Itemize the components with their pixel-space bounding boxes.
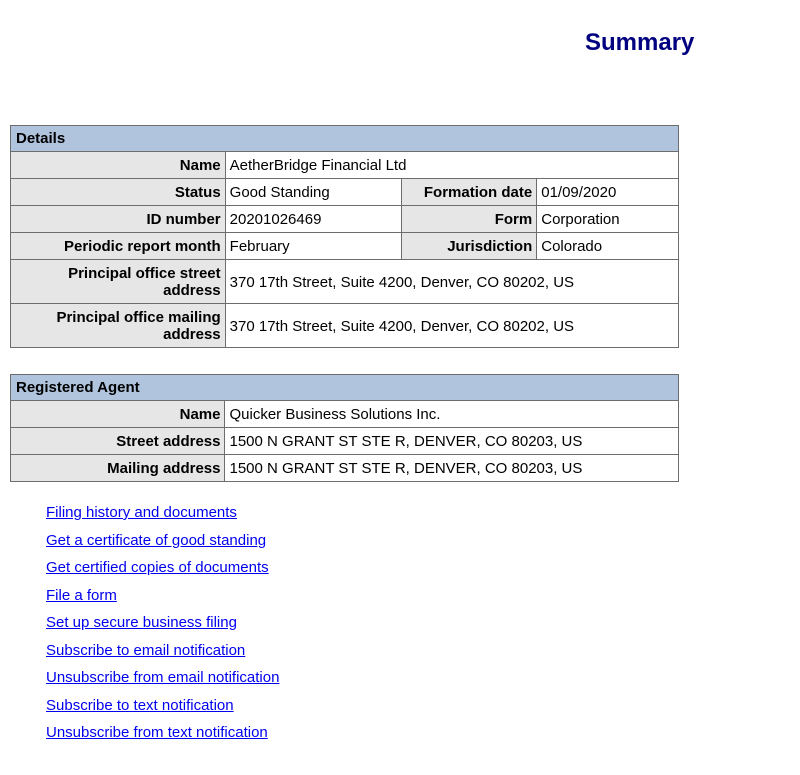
agent-street-row (11, 428, 679, 455)
form-label: Form (402, 206, 537, 233)
unsubscribe-email-link[interactable]: Unsubscribe from email notification (46, 669, 280, 686)
status-value: Good Standing (225, 179, 402, 206)
certified-copies-link[interactable]: Get certified copies of documents (46, 559, 269, 576)
principal-office-street-value: 370 17th Street, Suite 4200, Denver, CO 80202, US (225, 260, 678, 304)
list-item (46, 668, 279, 696)
list-item (46, 613, 279, 641)
details-status-row (11, 179, 679, 206)
name-value: AetherBridge Financial Ltd (225, 152, 678, 179)
jurisdiction-label: Jurisdiction (402, 233, 537, 260)
agent-mailing-address-value: 1500 N GRANT ST STE R, DENVER, CO 80203, US (225, 455, 679, 482)
file-form-link[interactable]: File a form (46, 586, 117, 604)
agent-name-row (11, 401, 679, 428)
registered-agent-table (10, 374, 679, 482)
periodic-report-month-label: Periodic report month (11, 233, 226, 260)
list-item (46, 586, 279, 614)
formation-date-label: Formation date (402, 179, 537, 206)
agent-name-value: Quicker Business Solutions Inc. (225, 401, 679, 428)
jurisdiction-value: Colorado (537, 233, 679, 260)
agent-mailing-address-label: Mailing address (11, 455, 225, 482)
details-table (10, 125, 679, 348)
id-number-value: 20201026469 (225, 206, 402, 233)
secure-business-filing-link[interactable]: Set up secure business filing (46, 614, 237, 631)
details-principal-street-row (11, 260, 679, 304)
details-periodic-row (11, 233, 679, 260)
formation-date-value: 01/09/2020 (537, 179, 679, 206)
list-item (46, 558, 279, 586)
periodic-report-month-value: February (225, 233, 402, 260)
certificate-good-standing-link[interactable]: Get a certificate of good standing (46, 531, 267, 549)
principal-office-mailing-value: 370 17th Street, Suite 4200, Denver, CO 80202, US (225, 304, 678, 348)
details-heading: Details (11, 126, 679, 152)
status-label: Status (11, 179, 226, 206)
details-id-row (11, 206, 679, 233)
agent-name-label: Name (11, 401, 225, 428)
agent-header-row (11, 375, 679, 401)
name-label: Name (11, 152, 226, 179)
id-number-label: ID number (11, 206, 226, 233)
principal-office-mailing-label: Principal office mailing address (11, 304, 226, 348)
filing-history-link[interactable]: Filing history and documents (46, 504, 237, 521)
principal-office-street-label: Principal office street address (11, 260, 226, 304)
form-value: Corporation (537, 206, 679, 233)
list-item (46, 696, 279, 724)
agent-street-address-label: Street address (11, 428, 225, 455)
registered-agent-heading: Registered Agent (11, 375, 679, 401)
list-item (46, 531, 279, 559)
agent-street-address-value: 1500 N GRANT ST STE R, DENVER, CO 80203, US (225, 428, 679, 455)
unsubscribe-text-link[interactable]: Unsubscribe from text notification (46, 724, 268, 741)
list-item (46, 503, 279, 531)
subscribe-text-link[interactable]: Subscribe to text notification (46, 696, 234, 714)
action-links-list (46, 503, 279, 751)
page-title: Summary (585, 29, 695, 56)
details-header-row (11, 126, 679, 152)
details-name-row (11, 152, 679, 179)
list-item (46, 641, 279, 669)
list-item (46, 723, 279, 751)
subscribe-email-link[interactable]: Subscribe to email notification (46, 641, 246, 659)
agent-mailing-row (11, 455, 679, 482)
details-principal-mailing-row (11, 304, 679, 348)
